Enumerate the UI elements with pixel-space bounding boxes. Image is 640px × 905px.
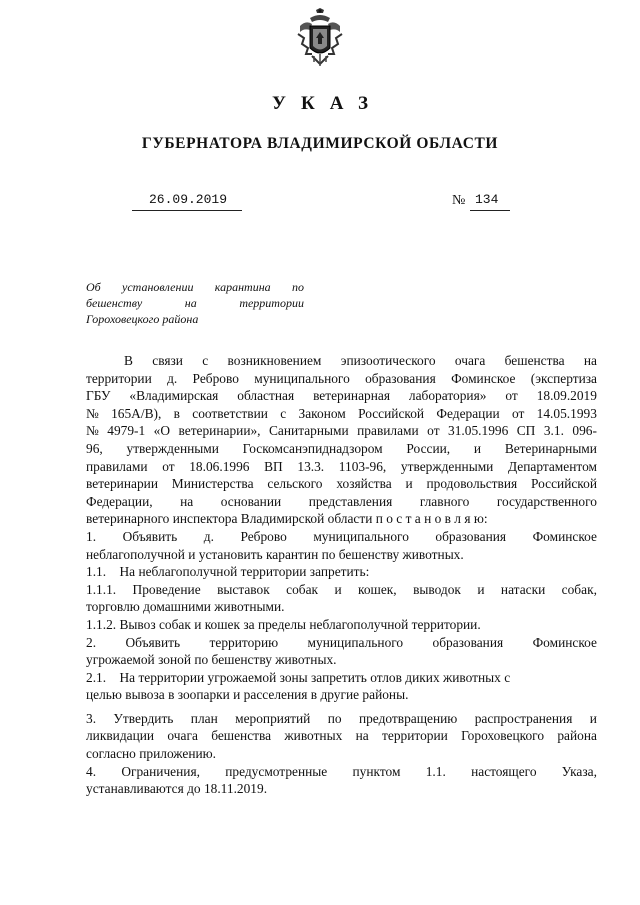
body-word: эпизоотического [340,353,436,368]
body-word: Гороховецкого [461,728,545,744]
subject-word: бешенству [86,296,143,310]
decree-date: 26.09.2019 [148,192,227,207]
body-word: образования [435,528,507,544]
body-word: предотвращению [358,710,458,726]
body-word: целью вывоза в зоопарки и расселения в другие районы. [86,687,409,703]
body-word: образования [365,370,436,386]
body-word: кошек, [358,581,397,597]
number-underline [470,210,510,211]
body-word: и [473,440,482,456]
body-line [86,634,597,652]
body-word: 96, [86,440,103,456]
body-word: В [124,353,133,368]
body-word: 165А/В), [111,405,162,421]
body-word: муниципального [307,634,404,650]
body-word: от [511,405,525,421]
subject-line [86,311,304,327]
body-line [86,780,597,798]
body-word: торговлю домашними животными. [86,599,285,615]
body-line [86,616,597,634]
body-word: Российской [358,405,425,421]
body-word: государственного [496,493,597,509]
body-word: от [505,388,518,404]
body-word: «О [153,423,171,439]
body-line [86,422,597,440]
subject-word: территории [239,296,304,310]
body-word: Фоминское [532,634,597,650]
body-word: д. [203,528,214,544]
body-word: с [202,353,209,368]
body-word: связи [152,353,183,368]
body-word: России, [406,440,451,456]
body-line [86,598,597,616]
body-word: областная [237,388,295,404]
body-line [86,686,597,704]
body-word: возникновением [227,353,322,368]
body-word: 1.1. [425,763,446,779]
coat-of-arms-emblem [296,8,344,66]
body-word: в [173,405,180,421]
body-word: выставок [217,581,270,597]
body-word: территории [86,370,152,386]
body-word: неблагополучной и установить карантин по бешенству животных. [86,546,464,562]
body-word: от [162,458,175,474]
body-word: ВП [264,458,283,474]
body-word: собак, [561,581,597,597]
body-word: 096- [572,423,597,439]
body-word: Российской [531,476,597,492]
body-word: 1103-96, [338,458,387,474]
body-word: 2. [86,634,97,650]
body-word: 31.05.1996 [448,423,509,439]
body-word: № [86,423,99,439]
body-word: и [405,476,413,492]
body-line [86,546,597,564]
body-word: представления [308,493,393,509]
body-word: Реброво [240,528,287,544]
body-word: 13.3. [297,458,325,474]
body-word: устанавливаются до 18.11.2019. [86,781,268,797]
body-word: сельского [267,476,323,492]
body-word: 3. [86,710,97,726]
body-word: Ограничения, [121,763,200,779]
body-word: Проведение [132,581,201,597]
body-line [86,763,597,781]
body-word: пунктом [352,763,401,779]
body-word: утвержденными [400,458,494,474]
body-word: Законом [298,405,346,421]
body-word: правилами [86,458,148,474]
body-line [86,405,597,423]
body-word: на [583,353,597,368]
body-word: ликвидации [86,728,155,744]
body-word: Федерации [436,405,500,421]
body-word: животных [284,728,343,744]
body-word: 18.06.1996 [189,458,250,474]
body-line [86,475,597,493]
body-word: Ветеринарными [504,440,597,456]
body-word: от [427,423,440,439]
body-word: Объявить [125,634,181,650]
body-word: выводок [413,581,461,597]
body-word: 1.1.1. [86,581,117,597]
body-word: 4. [86,763,97,779]
body-word: лаборатория» [408,388,487,404]
subject-word: на [184,296,197,310]
body-word: 2.1. На территории угрожаемой зоны запретить отлов диких животных с [86,669,511,685]
body-line [86,710,597,728]
body-word: предусмотренные [225,763,328,779]
body-word: натаски [500,581,546,597]
body-word: правилами [357,423,419,439]
body-word: Госкомсанэпиднадзором [242,440,383,456]
body-word: очага [167,728,198,744]
body-word: настоящего [471,763,537,779]
body-word: хозяйства [336,476,392,492]
body-word: и [477,581,485,597]
subject-line [86,295,304,311]
number-sign: № [452,193,466,208]
body-word: Объявить [122,528,178,544]
body-word: Департаментом [507,458,597,474]
body-word: «Владимирская [129,388,219,404]
body-word: Указа, [561,763,597,779]
body-word: согласно приложению. [86,746,217,762]
decree-subject [86,279,304,327]
body-word: д. [167,370,178,386]
body-line [86,458,597,476]
body-word: по [327,710,342,726]
body-line [86,581,597,599]
body-line [86,651,597,669]
body-word: угрожаемой зоной по бешенству животных. [86,652,337,668]
body-line [86,387,597,405]
body-word: 1.1. На неблагополучной территории запретить: [86,564,370,580]
body-word: территории [382,728,448,744]
body-line [86,563,597,581]
body-word: Министерства [171,476,254,492]
decree-number: 134 [475,192,499,207]
issuer-title: ГУБЕРНАТОРА ВЛАДИМИРСКОЙ ОБЛАСТИ [141,135,499,152]
decree-body [86,352,597,798]
body-word: ветеринарная [313,388,390,404]
subject-word: Гороховецкого района [86,312,199,326]
body-word: ветеринарии [86,476,158,492]
body-word: образования [432,634,504,650]
body-line [86,440,597,458]
body-word: 18.09.2019 [536,388,597,404]
body-word: территорию [209,634,279,650]
body-word: план [190,710,218,726]
subject-word: установлении [122,280,194,294]
body-word: бешенства [211,728,272,744]
body-word: главного [419,493,470,509]
body-word: и [589,710,597,726]
body-word: на [355,728,369,744]
subject-word: Об [86,280,101,294]
body-word: 4979-1 [107,423,146,439]
body-line [86,745,597,763]
body-word: 1. [86,528,97,544]
body-word: 14.05.1993 [536,405,597,421]
body-word: Фоминское [451,370,516,386]
body-word: СП [516,423,536,439]
body-word: Санитарными [269,423,349,439]
body-word: соответствии [192,405,268,421]
subject-line [86,279,304,295]
body-word: собак [286,581,319,597]
body-word: мероприятий [235,710,311,726]
body-word: основании [220,493,282,509]
subject-word: по [291,280,304,294]
body-word: ветеринарного инспектора Владимирской области п о с т а н о в л я ю: [86,511,488,527]
body-word: 1.1.2. Вывоз собак и кошек за пределы неблагополучной территории. [86,616,481,632]
body-word: утвержденными [126,440,219,456]
body-word: ГБУ [86,388,111,404]
body-word: № [86,405,99,421]
body-word: ветеринарии», [178,423,261,439]
body-word: Федерации, [86,493,153,509]
body-word: района [557,728,597,744]
body-word: распространения [474,710,573,726]
body-word: муниципального [313,528,409,544]
body-word: Фоминское [532,528,597,544]
decree-title: УКАЗ [272,93,383,114]
body-line [86,370,597,388]
body-word: продовольствия [426,476,518,492]
body-line [86,669,597,687]
body-line [86,352,597,370]
body-line [86,528,597,546]
body-line [86,727,597,745]
body-word: бешенства [504,353,565,368]
body-word: 3.1. [543,423,564,439]
subject-word: карантина [214,280,271,294]
date-underline [132,210,242,211]
body-word: с [280,405,287,421]
body-word: (экспертиза [530,370,597,386]
body-word: Реброво [192,370,239,386]
body-word: муниципального [254,370,350,386]
body-word: и [334,581,342,597]
body-line [86,493,597,511]
body-word: Утвердить [113,710,174,726]
body-line [86,510,597,528]
body-word: очага [454,353,486,368]
body-word: на [180,493,194,509]
